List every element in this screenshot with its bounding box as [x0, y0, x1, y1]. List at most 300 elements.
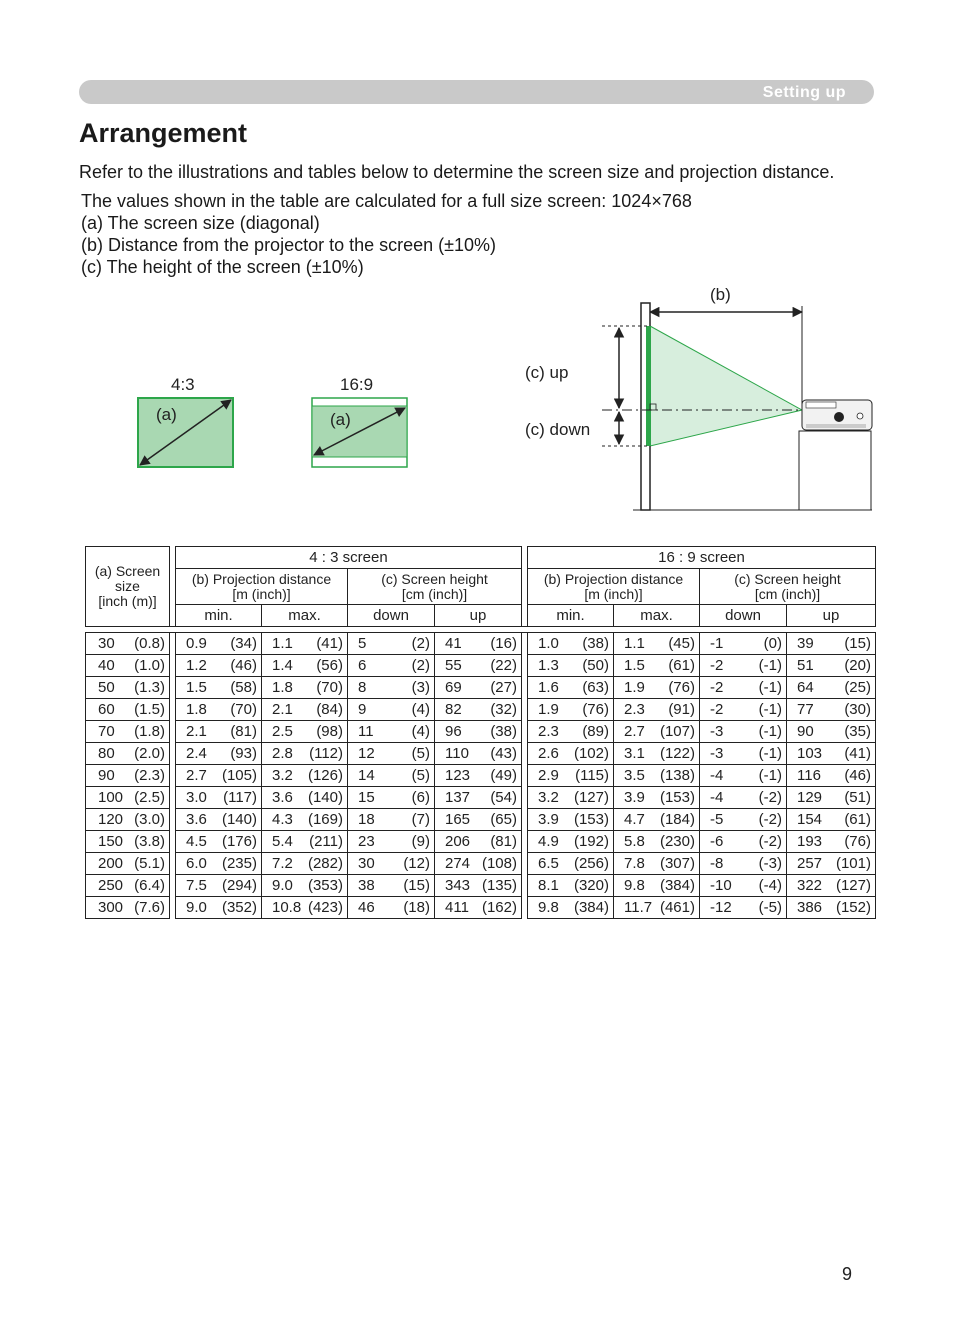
- cell-value: 206: [445, 833, 471, 850]
- cell-alt-unit: (27): [490, 679, 517, 696]
- cell-value: 11: [358, 723, 374, 740]
- cell-alt-unit: (0.8): [134, 635, 165, 652]
- cell-value: 110: [445, 745, 469, 762]
- cell-height-up-169: [787, 655, 876, 677]
- cell-value: 154: [797, 811, 823, 828]
- cell-height-down-43: [348, 721, 435, 743]
- cell-value: -2: [710, 657, 724, 674]
- cell-value: 6.0: [186, 855, 207, 872]
- cell-height-up-43: [435, 633, 522, 655]
- cell-value: -8: [710, 855, 724, 872]
- cell-alt-unit: (-4): [758, 877, 782, 894]
- cell-alt-unit: (140): [221, 811, 257, 828]
- diag-b-label: (b): [710, 285, 731, 304]
- cell-value: 2.6: [538, 745, 559, 762]
- cell-alt-unit: (1.8): [134, 723, 165, 740]
- cell-height-down-43: [348, 633, 435, 655]
- cell-proj-min-169: [528, 853, 614, 875]
- cell-alt-unit: (5): [411, 767, 430, 784]
- height-43-header: (c) Screen height [cm (inch)]: [348, 569, 522, 605]
- page-number: 9: [842, 1264, 853, 1284]
- table-row: [86, 699, 876, 721]
- cell-alt-unit: (353): [307, 877, 343, 894]
- cell-value: 82: [445, 701, 462, 718]
- note-b: (b) Distance from the projector to the screen (±10%): [81, 235, 497, 255]
- cell-value: 15: [358, 789, 375, 806]
- cell-value: 46: [358, 899, 375, 916]
- cell-alt-unit: (2.3): [134, 767, 165, 784]
- cell-alt-unit: (153): [573, 811, 609, 828]
- cell-height-down-169: [700, 809, 787, 831]
- cell-value: 7.2: [272, 855, 293, 872]
- height-169-header: (c) Screen height [cm (inch)]: [700, 569, 876, 605]
- cell-screen-size: [86, 787, 170, 809]
- cell-height-up-43: [435, 853, 522, 875]
- cell-height-up-43: [435, 721, 522, 743]
- cell-screen-size: [86, 633, 170, 655]
- min-169-header: min.: [528, 605, 614, 627]
- cell-alt-unit: (184): [659, 811, 695, 828]
- cell-alt-unit: (65): [490, 811, 517, 828]
- cell-height-up-169: [787, 765, 876, 787]
- cell-height-down-43: [348, 677, 435, 699]
- cell-alt-unit: (41): [844, 745, 871, 762]
- cell-value: 2.5: [272, 723, 293, 740]
- cell-alt-unit: (152): [835, 899, 871, 916]
- cell-proj-max-169: [614, 765, 700, 787]
- cell-alt-unit: (5): [411, 745, 430, 762]
- cell-value: 274: [445, 855, 471, 872]
- cell-value: 1.2: [186, 657, 207, 674]
- cell-alt-unit: (117): [223, 789, 257, 806]
- cell-alt-unit: (135): [481, 877, 517, 894]
- cell-value: 123: [445, 767, 471, 784]
- cell-alt-unit: (235): [221, 855, 257, 872]
- cell-height-up-169: [787, 853, 876, 875]
- cell-height-down-43: [348, 809, 435, 831]
- cell-alt-unit: (43): [490, 745, 517, 762]
- cell-value: 4.9: [538, 833, 559, 850]
- cell-value: 2.7: [624, 723, 645, 740]
- cell-value: 64: [797, 679, 814, 696]
- cell-height-up-169: [787, 875, 876, 897]
- cell-height-up-43: [435, 677, 522, 699]
- cell-height-down-43: [348, 699, 435, 721]
- cell-value: 10.8: [272, 899, 302, 916]
- cell-value: 3.5: [624, 767, 645, 784]
- cell-alt-unit: (32): [490, 701, 517, 718]
- cell-alt-unit: (56): [316, 657, 343, 674]
- cell-height-up-43: [435, 787, 522, 809]
- cell-alt-unit: (105): [221, 767, 257, 784]
- cell-value: -12: [710, 899, 732, 916]
- cell-alt-unit: (102): [573, 745, 609, 762]
- cell-proj-min-169: [528, 809, 614, 831]
- cell-alt-unit: (81): [230, 723, 257, 740]
- cell-alt-unit: (2): [411, 657, 430, 674]
- cell-proj-min-169: [528, 699, 614, 721]
- cell-value: 50: [98, 679, 115, 696]
- cell-proj-min-43: [176, 655, 262, 677]
- cell-proj-max-169: [614, 699, 700, 721]
- cell-alt-unit: (49): [490, 767, 517, 784]
- cell-alt-unit: (127): [835, 877, 871, 894]
- cell-value: 200: [98, 855, 124, 872]
- cell-proj-max-169: [614, 677, 700, 699]
- section-label: Setting up: [762, 84, 846, 101]
- cell-value: 7.5: [186, 877, 207, 894]
- cell-alt-unit: (58): [230, 679, 257, 696]
- cell-alt-unit: (230): [659, 833, 695, 850]
- cell-alt-unit: (6): [411, 789, 430, 806]
- cell-value: 41: [445, 635, 462, 652]
- projection-table: [85, 546, 876, 919]
- cell-alt-unit: (1.0): [134, 657, 165, 674]
- table-row: [86, 655, 876, 677]
- cell-alt-unit: (2): [411, 635, 430, 652]
- cell-value: -3: [710, 723, 724, 740]
- cell-proj-min-169: [528, 743, 614, 765]
- cell-value: 3.9: [624, 789, 645, 806]
- cell-height-down-169: [700, 831, 787, 853]
- max-43-header: max.: [262, 605, 348, 627]
- cell-alt-unit: (25): [844, 679, 871, 696]
- cell-value: 9.0: [186, 899, 207, 916]
- cell-alt-unit: (153): [659, 789, 695, 806]
- cell-value: 30: [98, 635, 115, 652]
- cell-height-down-169: [700, 787, 787, 809]
- cell-proj-max-43: [262, 809, 348, 831]
- cell-alt-unit: (38): [582, 635, 609, 652]
- cell-alt-unit: (4): [411, 723, 430, 740]
- cell-alt-unit: (15): [844, 635, 871, 652]
- cell-proj-max-43: [262, 633, 348, 655]
- cell-height-down-43: [348, 743, 435, 765]
- table-row: [86, 809, 876, 831]
- cell-alt-unit: (384): [573, 899, 609, 916]
- cell-alt-unit: (461): [659, 899, 695, 916]
- cell-alt-unit: (41): [316, 635, 343, 652]
- cell-value: -5: [710, 811, 724, 828]
- down-43-header: down: [348, 605, 435, 627]
- cell-alt-unit: (50): [582, 657, 609, 674]
- cell-alt-unit: (76): [668, 679, 695, 696]
- cell-value: 1.5: [186, 679, 207, 696]
- cell-height-up-169: [787, 721, 876, 743]
- cell-alt-unit: (-1): [758, 723, 782, 740]
- cell-value: 55: [445, 657, 462, 674]
- cell-value: 322: [797, 877, 823, 894]
- cell-alt-unit: (18): [403, 899, 430, 916]
- cell-alt-unit: (45): [668, 635, 695, 652]
- cell-value: 411: [445, 899, 469, 916]
- cell-alt-unit: (70): [230, 701, 257, 718]
- cell-alt-unit: (126): [307, 767, 343, 784]
- cell-proj-max-43: [262, 721, 348, 743]
- cell-alt-unit: (38): [490, 723, 517, 740]
- table-row: [86, 765, 876, 787]
- cell-proj-max-169: [614, 897, 700, 919]
- cell-value: 1.0: [538, 635, 559, 652]
- cell-value: -10: [710, 877, 732, 894]
- cell-alt-unit: (15): [403, 877, 430, 894]
- cell-height-down-169: [700, 853, 787, 875]
- cell-alt-unit: (127): [573, 789, 609, 806]
- intro-text: Refer to the illustrations and tables below to determine the screen size and projection distance.: [79, 162, 835, 182]
- down-169-header: down: [700, 605, 787, 627]
- cell-height-down-43: [348, 655, 435, 677]
- cell-value: -3: [710, 745, 724, 762]
- table-row: [86, 831, 876, 853]
- diag-a-label-43: (a): [156, 405, 177, 424]
- cell-alt-unit: (34): [230, 635, 257, 652]
- cell-alt-unit: (140): [307, 789, 343, 806]
- cell-value: 3.1: [624, 745, 645, 762]
- cell-proj-max-169: [614, 853, 700, 875]
- cell-value: 18: [358, 811, 375, 828]
- ratio-169-label: 16:9: [340, 375, 374, 394]
- table-body: [86, 633, 876, 919]
- cell-alt-unit: (2.5): [134, 789, 165, 806]
- cell-alt-unit: (352): [221, 899, 257, 916]
- cell-screen-size: [86, 853, 170, 875]
- cell-value: 1.4: [272, 657, 293, 674]
- cell-alt-unit: (30): [844, 701, 871, 718]
- note-a: (a) The screen size (diagonal): [81, 213, 320, 233]
- cell-height-up-43: [435, 831, 522, 853]
- cell-proj-min-169: [528, 655, 614, 677]
- table-header: [86, 547, 876, 633]
- cell-value: 12: [358, 745, 375, 762]
- cell-screen-size: [86, 699, 170, 721]
- cell-value: 137: [445, 789, 471, 806]
- cell-proj-min-43: [176, 677, 262, 699]
- cell-alt-unit: (84): [316, 701, 343, 718]
- up-43-header: up: [435, 605, 522, 627]
- arrangement-diagram: [0, 0, 954, 540]
- cell-value: 90: [797, 723, 814, 740]
- cell-height-up-169: [787, 699, 876, 721]
- cell-value: 77: [797, 701, 814, 718]
- cell-height-up-43: [435, 809, 522, 831]
- cell-value: 3.9: [538, 811, 559, 828]
- cell-alt-unit: (81): [490, 833, 517, 850]
- cell-proj-min-43: [176, 765, 262, 787]
- cell-alt-unit: (107): [659, 723, 695, 740]
- cell-proj-max-169: [614, 787, 700, 809]
- cell-proj-min-43: [176, 743, 262, 765]
- cell-value: 7.8: [624, 855, 645, 872]
- up-169-header: up: [787, 605, 876, 627]
- diag-c-up-label: (c) up: [525, 363, 569, 382]
- cell-alt-unit: (192): [573, 833, 609, 850]
- cell-proj-min-169: [528, 677, 614, 699]
- cell-alt-unit: (-1): [758, 701, 782, 718]
- cell-screen-size: [86, 897, 170, 919]
- cell-height-down-169: [700, 699, 787, 721]
- col-screen-size: (a) Screen size [inch (m)]: [86, 547, 170, 627]
- cell-proj-min-43: [176, 831, 262, 853]
- cell-value: 129: [797, 789, 823, 806]
- cell-height-up-169: [787, 633, 876, 655]
- cell-screen-size: [86, 875, 170, 897]
- cell-value: 2.3: [538, 723, 559, 740]
- cell-value: 2.4: [186, 745, 207, 762]
- cell-proj-min-169: [528, 787, 614, 809]
- cell-proj-max-43: [262, 875, 348, 897]
- cell-screen-size: [86, 831, 170, 853]
- cell-value: 6.5: [538, 855, 559, 872]
- cell-value: 257: [797, 855, 823, 872]
- cell-alt-unit: (-1): [758, 745, 782, 762]
- cell-alt-unit: (22): [490, 657, 517, 674]
- cell-value: 300: [98, 899, 124, 916]
- cell-value: 5.8: [624, 833, 645, 850]
- cell-value: 103: [797, 745, 823, 762]
- cell-value: 51: [797, 657, 814, 674]
- cell-alt-unit: (5.1): [134, 855, 165, 872]
- cell-alt-unit: (20): [844, 657, 871, 674]
- cell-alt-unit: (46): [230, 657, 257, 674]
- cell-alt-unit: (-2): [758, 811, 782, 828]
- cell-alt-unit: (-1): [758, 767, 782, 784]
- cell-value: 2.9: [538, 767, 559, 784]
- cell-proj-min-43: [176, 699, 262, 721]
- cell-proj-min-43: [176, 787, 262, 809]
- cell-alt-unit: (98): [316, 723, 343, 740]
- cell-height-up-169: [787, 677, 876, 699]
- cell-proj-max-43: [262, 897, 348, 919]
- cell-alt-unit: (169): [307, 811, 343, 828]
- cell-height-up-43: [435, 765, 522, 787]
- cell-value: 0.9: [186, 635, 207, 652]
- cell-value: 1.8: [272, 679, 293, 696]
- cell-proj-min-169: [528, 633, 614, 655]
- cell-height-down-43: [348, 765, 435, 787]
- cell-value: 6: [358, 657, 367, 674]
- cell-alt-unit: (61): [844, 811, 871, 828]
- cell-proj-max-43: [262, 743, 348, 765]
- cell-screen-size: [86, 655, 170, 677]
- cell-height-down-43: [348, 831, 435, 853]
- cell-alt-unit: (70): [316, 679, 343, 696]
- cell-alt-unit: (101): [835, 855, 871, 872]
- cell-value: 3.2: [272, 767, 293, 784]
- cell-height-down-169: [700, 633, 787, 655]
- cell-alt-unit: (76): [582, 701, 609, 718]
- diag-c-down-label: (c) down: [525, 420, 591, 439]
- cell-value: 120: [98, 811, 124, 828]
- cell-alt-unit: (282): [307, 855, 343, 872]
- cell-value: -6: [710, 833, 724, 850]
- cell-proj-min-43: [176, 809, 262, 831]
- note-c: (c) The height of the screen (±10%): [81, 257, 364, 277]
- cell-proj-max-43: [262, 765, 348, 787]
- cell-proj-max-43: [262, 831, 348, 853]
- cell-alt-unit: (3): [411, 679, 430, 696]
- cell-screen-size: [86, 765, 170, 787]
- cell-proj-max-43: [262, 787, 348, 809]
- cell-value: 2.3: [624, 701, 645, 718]
- cell-value: 11.7: [624, 899, 653, 916]
- cell-height-up-43: [435, 743, 522, 765]
- cell-alt-unit: (0): [763, 635, 782, 652]
- cell-proj-max-169: [614, 875, 700, 897]
- cell-value: 2.7: [186, 767, 207, 784]
- cell-value: 38: [358, 877, 375, 894]
- proj-dist-169-header: (b) Projection distance [m (inch)]: [528, 569, 700, 605]
- cell-alt-unit: (16): [490, 635, 517, 652]
- cell-value: -1: [710, 635, 724, 652]
- cell-alt-unit: (307): [659, 855, 695, 872]
- cell-value: 4.7: [624, 811, 645, 828]
- cell-proj-min-43: [176, 721, 262, 743]
- diag-a-label-169: (a): [330, 410, 351, 429]
- cell-alt-unit: (6.4): [134, 877, 165, 894]
- cell-value: 2.8: [272, 745, 293, 762]
- cell-height-up-169: [787, 809, 876, 831]
- cell-proj-min-43: [176, 875, 262, 897]
- min-43-header: min.: [176, 605, 262, 627]
- cell-value: 4.5: [186, 833, 207, 850]
- cell-alt-unit: (-1): [758, 657, 782, 674]
- group-169-header: 16 : 9 screen: [528, 547, 876, 569]
- cell-value: 40: [98, 657, 115, 674]
- cell-value: 9.8: [624, 877, 645, 894]
- cell-alt-unit: (112): [309, 745, 343, 762]
- cell-value: 3.6: [186, 811, 207, 828]
- cell-alt-unit: (-2): [758, 789, 782, 806]
- cell-alt-unit: (256): [573, 855, 609, 872]
- table-row: [86, 897, 876, 919]
- cell-alt-unit: (7): [411, 811, 430, 828]
- cell-alt-unit: (1.3): [134, 679, 165, 696]
- cell-value: 1.3: [538, 657, 559, 674]
- cell-height-up-169: [787, 743, 876, 765]
- max-169-header: max.: [614, 605, 700, 627]
- cell-alt-unit: (-1): [758, 679, 782, 696]
- table-row: [86, 875, 876, 897]
- cell-screen-size: [86, 743, 170, 765]
- cell-value: 1.5: [624, 657, 645, 674]
- cell-alt-unit: (176): [221, 833, 257, 850]
- cell-value: 343: [445, 877, 471, 894]
- cell-alt-unit: (108): [481, 855, 517, 872]
- projection-beam: [650, 326, 802, 446]
- cell-proj-max-169: [614, 831, 700, 853]
- cell-alt-unit: (9): [411, 833, 430, 850]
- cell-proj-min-169: [528, 765, 614, 787]
- cell-proj-min-169: [528, 875, 614, 897]
- cell-value: 1.1: [624, 635, 645, 652]
- cell-alt-unit: (91): [668, 701, 695, 718]
- cell-height-up-43: [435, 875, 522, 897]
- screen-edge: [646, 326, 651, 446]
- cell-value: 2.1: [186, 723, 207, 740]
- cell-value: 1.9: [538, 701, 559, 718]
- cell-value: 193: [797, 833, 823, 850]
- cell-value: 1.8: [186, 701, 207, 718]
- cell-height-down-169: [700, 677, 787, 699]
- cell-value: 1.9: [624, 679, 645, 696]
- cell-alt-unit: (115): [575, 767, 609, 784]
- cell-alt-unit: (61): [668, 657, 695, 674]
- cell-value: 100: [98, 789, 124, 806]
- cell-screen-size: [86, 721, 170, 743]
- cell-value: 39: [797, 635, 814, 652]
- cell-proj-max-169: [614, 655, 700, 677]
- cell-value: 116: [797, 767, 821, 784]
